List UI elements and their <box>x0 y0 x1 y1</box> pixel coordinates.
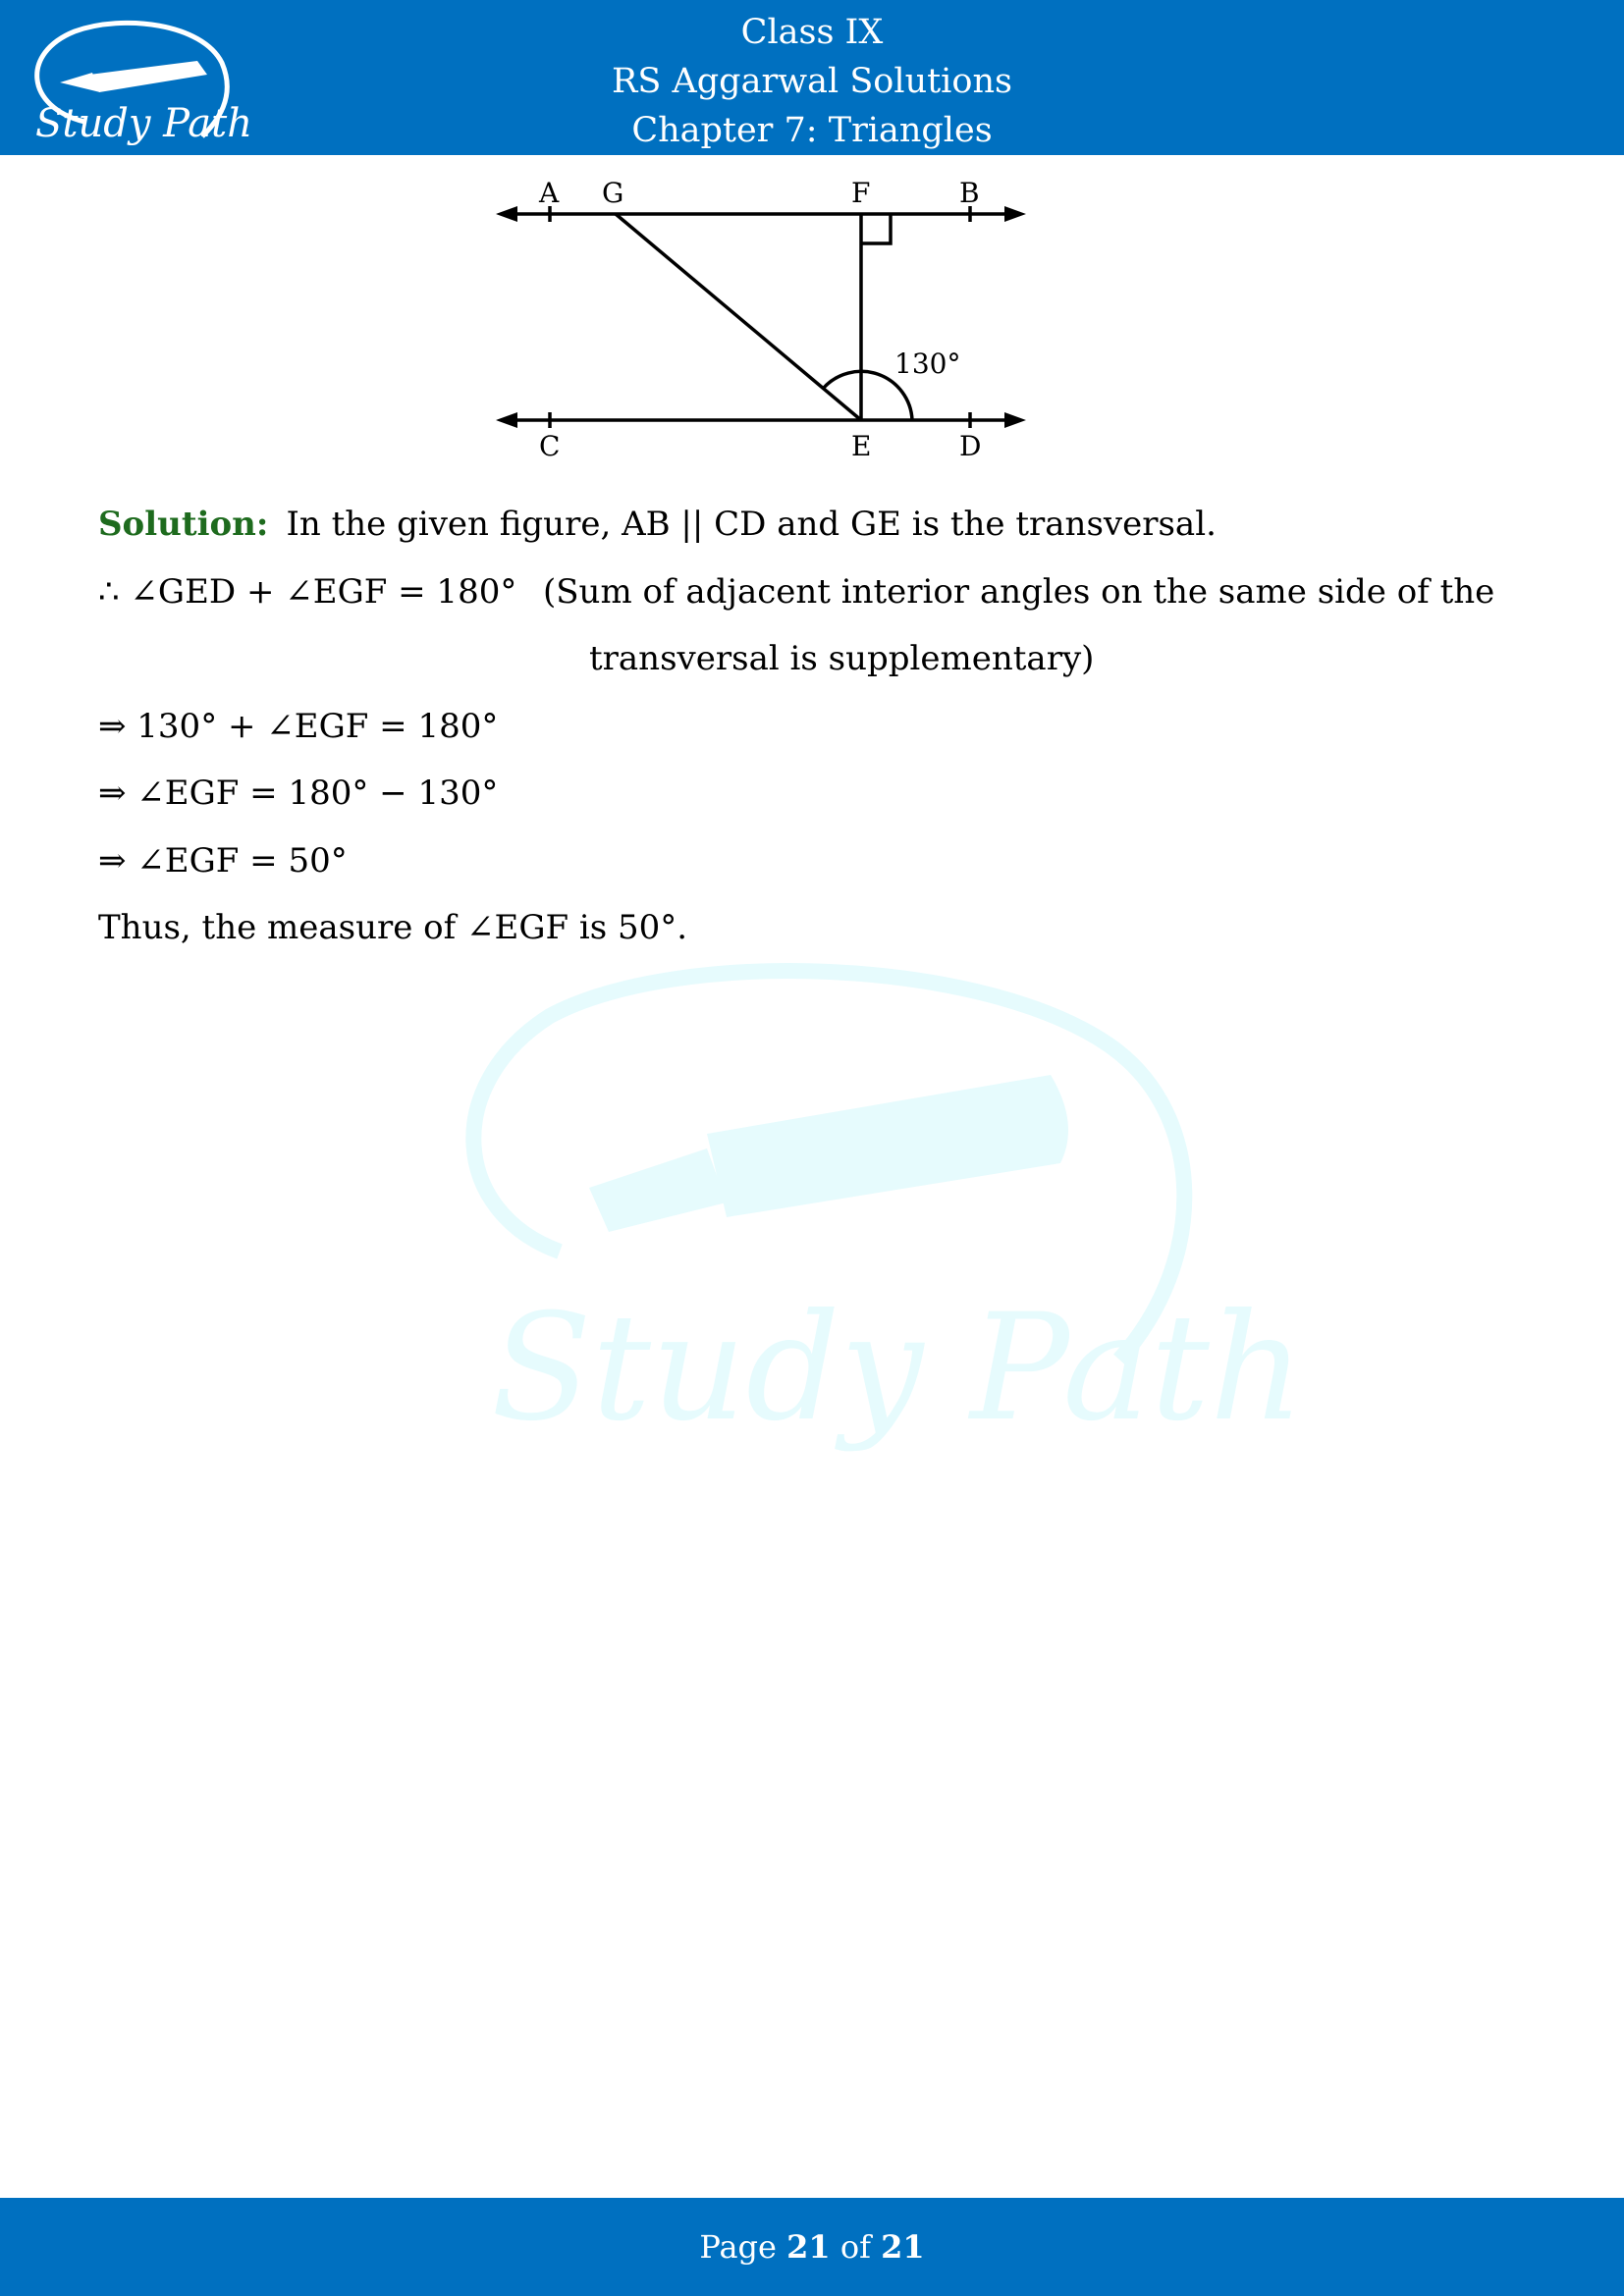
page-header <box>0 0 1624 155</box>
geometry-figure <box>496 169 1026 468</box>
of-word: of <box>839 2228 871 2266</box>
step-1-row <box>98 559 1532 626</box>
label-b: B <box>959 177 980 209</box>
watermark-logo <box>432 967 1305 1454</box>
label-f: F <box>851 177 871 209</box>
study-path-logo <box>16 14 252 149</box>
step-1-reason: (Sum of adjacent interior angles on the same side of the <box>543 571 1495 612</box>
svg-text:Study Path: Study Path <box>35 101 252 146</box>
solution-intro: In the given figure, AB || CD and GE is the transversal. <box>286 505 1217 544</box>
label-a: A <box>539 177 560 209</box>
label-c: C <box>539 430 561 462</box>
solution-content <box>98 491 1532 962</box>
conclusion: Thus, the measure of ∠EGF is 50°. <box>98 908 688 947</box>
solution-intro-row <box>98 491 1532 559</box>
page-current: 21 <box>786 2228 831 2266</box>
header-class: Class IX <box>740 13 884 52</box>
label-g: G <box>602 177 624 209</box>
step-2: ⇒ 130° + ∠EGF = 180° <box>98 706 499 746</box>
page-total: 21 <box>881 2228 925 2266</box>
solution-label: Solution: <box>98 505 269 544</box>
step-3: ⇒ ∠EGF = 180° − 130° <box>98 774 499 813</box>
label-angle: 130° <box>894 347 961 380</box>
page-footer <box>0 2198 1624 2296</box>
svg-text:Study Path: Study Path <box>491 1283 1305 1454</box>
label-d: D <box>959 430 982 462</box>
label-e: E <box>851 430 872 462</box>
page-word: Page <box>699 2228 777 2266</box>
step-1-reason-cont: transversal is supplementary) <box>589 639 1095 678</box>
header-chapter: Chapter 7: Triangles <box>631 111 993 150</box>
step-1: ∴ ∠GED + ∠EGF = 180° <box>98 571 517 612</box>
step-4: ⇒ ∠EGF = 50° <box>98 840 348 881</box>
header-book: RS Aggarwal Solutions <box>612 62 1012 101</box>
